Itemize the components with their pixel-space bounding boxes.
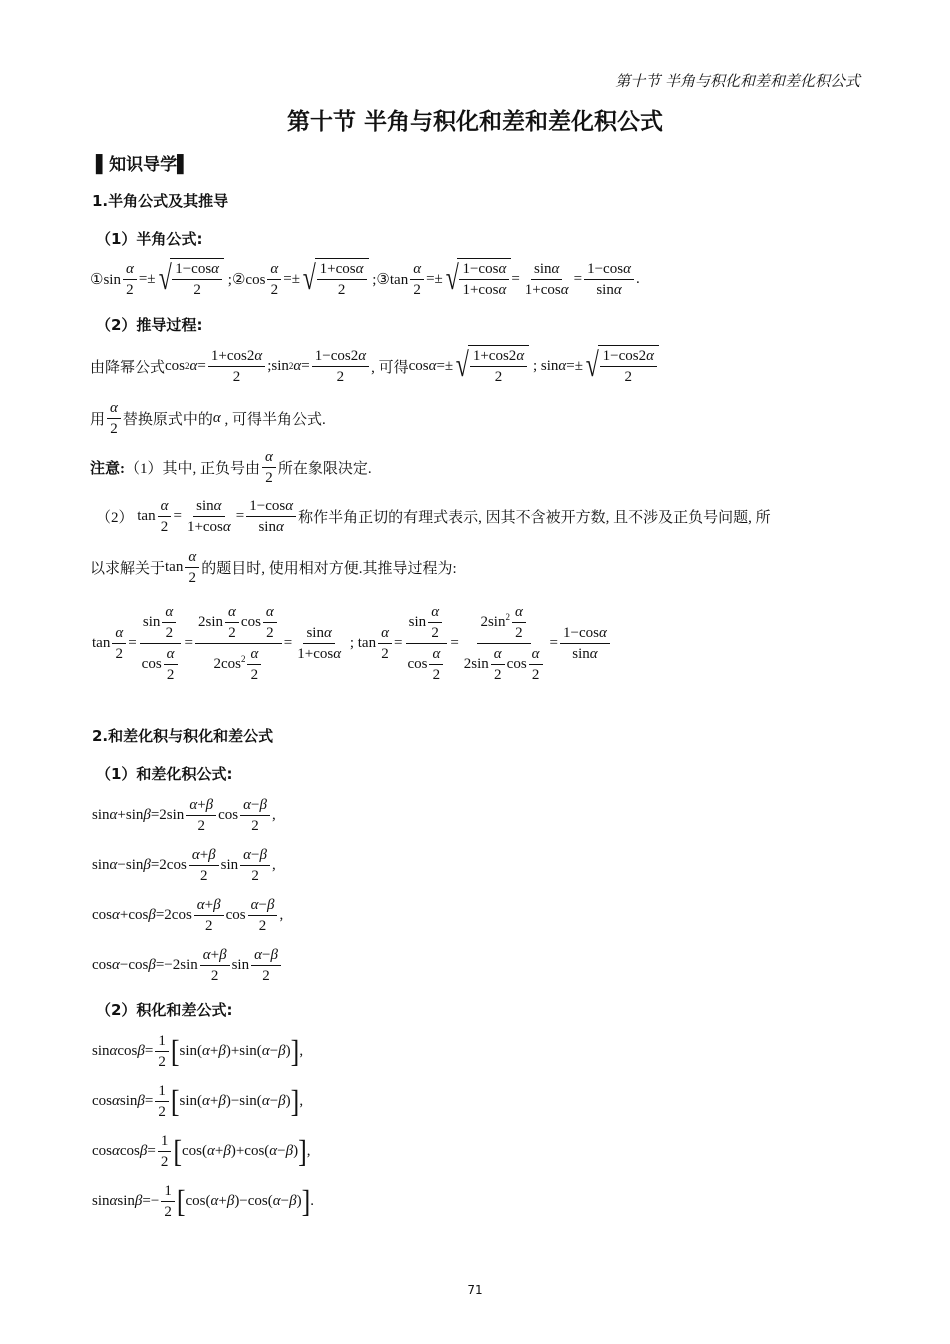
page-number: 71 [467,1283,483,1297]
formula-product-sum-1: sin α cos β = 1 2 [ sin( α + β )+sin( α − β ) ] , [92,1033,304,1070]
note2-d: 的题目时, 使用相对方便.其推导过程为: [201,561,457,577]
subheading-half-angle-formula: （1）半角公式: [96,230,203,248]
subheading-derivation: （2）推导过程: [96,316,203,334]
formula-half-angle: ①sin α 2 =± √ 1−cosα 2 ;②cos α 2 =± √ 1+cosα 2 ;③tan α 2 =± √ 1−cosα 1+cosα = sinα 1+cosα = 1−cosα sinα . [90,260,640,298]
note1-a: （1）其中, 正负号由 [125,461,261,477]
formula-product-sum-3: cos α cos β = 1 2 [ cos( α + β )+cos( α − β ) ] , [92,1133,311,1170]
page-title: 第十节 半角与积化和差和差化积公式 [286,109,663,135]
note-2: （2） tan α 2 = sinα 1+cosα = 1−cosα sinα 称作半角正切的有理式表示, 因其不含被开方数, 且不涉及正负号问题, 所 [96,498,771,535]
replace-c: , 可得半角公式. [224,412,326,428]
heading-half-angle: 1.半角公式及其推导 [92,192,229,210]
running-header: 第十节 半角与积化和差和差化积公式 [615,72,860,90]
formula-sum-product-2: sin α −sin β =2cos α+β 2 sin α−β 2 , [92,847,276,884]
note2-a: （2） [96,510,134,526]
note2-b: 称作半角正切的有理式表示, 因其不含被开方数, 且不涉及正负号问题, 所 [298,510,771,526]
note-1: 注意: （1）其中, 正负号由 α 2 所在象限决定. [90,449,372,486]
derive-prefix: 由降幂公式 [90,359,166,376]
note-label: 注意: [90,461,125,477]
replace-b: 替换原式中的 [122,412,213,428]
formula-sum-product-3: cos α +cos β =2cos α+β 2 cos α−β 2 , [92,897,284,934]
formula-sum-product-1: sin α +sin β =2sin α+β 2 cos α−β 2 , [92,797,276,834]
section-label: ▌知识导学▌ [96,155,191,175]
note-2-cont: 以求解关于 tan α 2 的题目时, 使用相对方便.其推导过程为: [90,549,457,586]
replace-a: 用 [90,412,106,428]
formula-sum-product-4: cos α −cos β =−2sin α+β 2 sin α−β 2 [92,945,283,986]
formula-power-reduction: 由降幂公式 cos 2 α = 1+cos2α 2 ;sin 2 α = 1−cos2α 2 , 可得 cos α =± √ 1+cos2α 2 ; sin α =± √ 1−cos2α 2 [90,345,659,387]
heading-sum-product: 2.和差化积与积化和差公式 [92,727,274,745]
formula-tan-derivation: tan α 2 = sin $\frac{\alpha}{2}$ cos $\frac{\alpha}{2}$ = 2sin $\frac{\alpha}{2}$ cos $\frac{\alpha}{2}$ $2\cos^2$ $\frac{\alpha}{2}$ = sinα 1+cosα ; tan α 2 = sin $\frac{\alpha}{2}$ cos $\frac{\alpha}{2}$ = $2\sin^2$ $\frac{\alpha}{2}$ 2sin $\frac{\alpha}{2}$ cos $\frac{\alpha}{2}$ = 1−cosα sinα [92,602,612,685]
text-replace: 用 α 2 替换原式中的 α , 可得半角公式. [90,400,326,437]
formula-product-sum-4: sin α sin β =− 1 2 [ cos( α + β )−cos( α − β ) ] . [92,1183,315,1220]
note2-c: 以求解关于 [90,561,166,577]
note1-b: 所在象限决定. [277,461,372,477]
derive-mid: , 可得 [371,359,409,376]
subheading-product-to-sum: （2）积化和差公式: [96,1001,233,1019]
formula-product-sum-2: cos α sin β = 1 2 [ sin( α + β )−sin( α − β ) ] , [92,1083,304,1120]
subheading-sum-to-product: （1）和差化积公式: [96,765,233,783]
